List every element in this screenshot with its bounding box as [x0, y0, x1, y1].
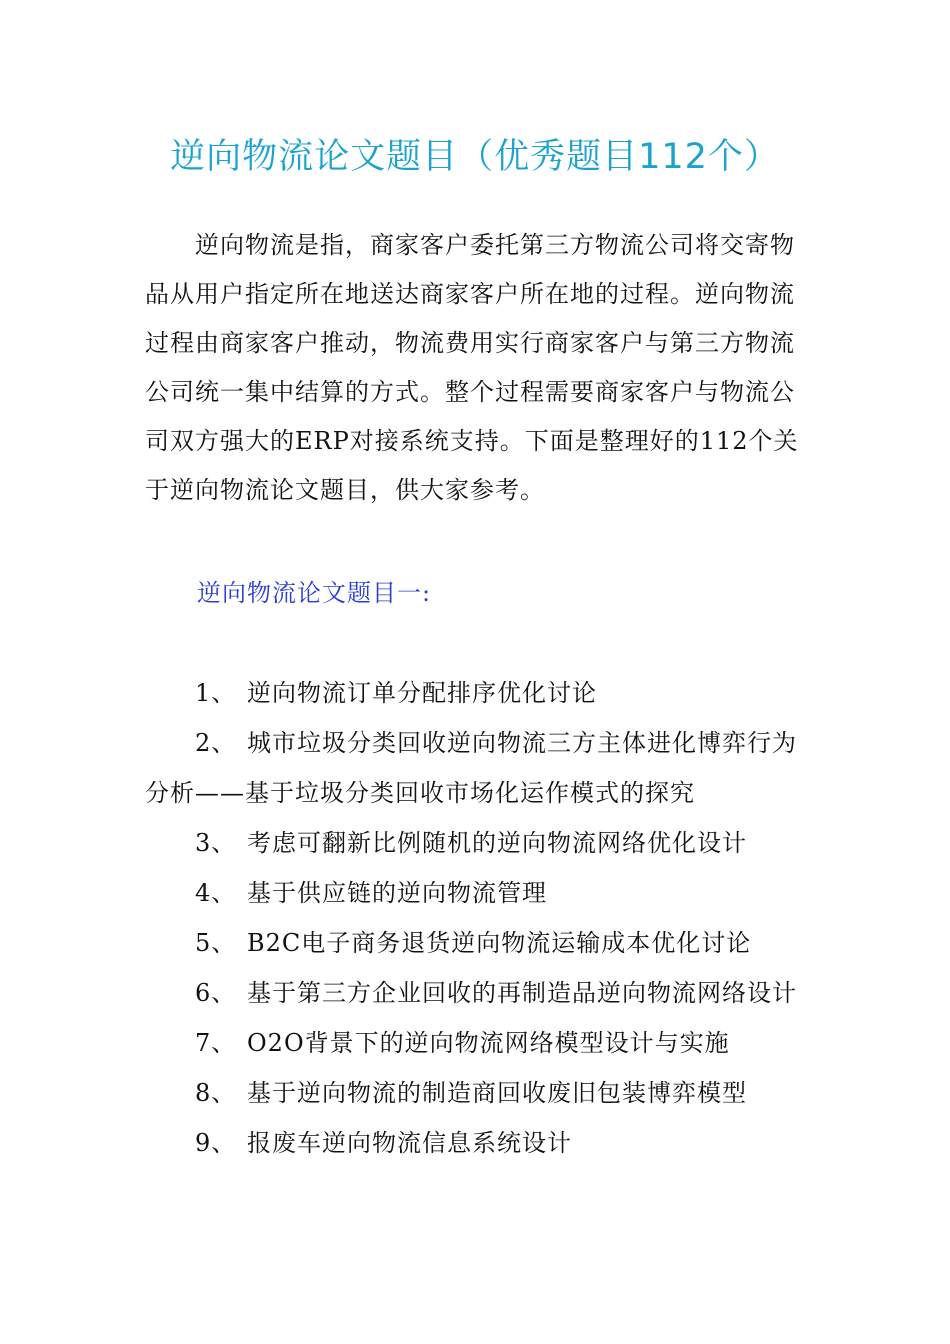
- list-item-number: 1、: [195, 679, 237, 707]
- list-item-text: 逆向物流订单分配排序优化讨论: [247, 679, 597, 707]
- list-item: [145, 718, 805, 818]
- intro-paragraph: 逆向物流是指，商家客户委托第三方物流公司将交寄物品从用户指定所在地送达商家客户所在地的过程。逆向物流过程由商家客户推动，物流费用实行商家客户与第三方物流公司统一集中结算的方式。整个过程需要商家客户与物流公司双方强大的ERP对接系统支持。下面是整理好的112个关于逆向物流论文题目，供大家参考。: [145, 231, 799, 504]
- list-item-text: 基于供应链的逆向物流管理: [247, 879, 547, 907]
- list-item-number: 8、: [195, 1079, 237, 1107]
- list-item: [145, 868, 805, 918]
- list-item-number: 9、: [195, 1129, 237, 1157]
- list-item: [145, 1018, 805, 1068]
- list-item-text: 报废车逆向物流信息系统设计: [247, 1129, 572, 1157]
- list-item-text: 城市垃圾分类回收逆向物流三方主体进化博弈行为分析——基于垃圾分类回收市场化运作模式的探究: [145, 729, 797, 807]
- list-item-number: 3、: [195, 829, 237, 857]
- list-item-number: 4、: [195, 879, 237, 907]
- list-item: [145, 818, 805, 868]
- list-item-text: O2O背景下的逆向物流网络模型设计与实施: [247, 1029, 730, 1057]
- section-heading: 逆向物流论文题目一:: [197, 579, 432, 607]
- document-title: 逆向物流论文题目（优秀题目112个）: [170, 137, 780, 177]
- list-item: [145, 1118, 805, 1168]
- list-item-number: 6、: [195, 979, 237, 1007]
- list-item: [145, 968, 805, 1018]
- list-item-text: 基于第三方企业回收的再制造品逆向物流网络设计: [247, 979, 797, 1007]
- list-item-text: 基于逆向物流的制造商回收废旧包装博弈模型: [247, 1079, 747, 1107]
- list-item-text: 考虑可翻新比例随机的逆向物流网络优化设计: [247, 829, 747, 857]
- topic-list: [145, 668, 805, 1168]
- list-item: [145, 918, 805, 968]
- list-item-number: 7、: [195, 1029, 237, 1057]
- list-item-number: 2、: [195, 729, 237, 757]
- list-item: [145, 668, 805, 718]
- list-item-text: B2C电子商务退货逆向物流运输成本优化讨论: [247, 929, 752, 957]
- list-item-number: 5、: [195, 929, 237, 957]
- list-item: [145, 1068, 805, 1118]
